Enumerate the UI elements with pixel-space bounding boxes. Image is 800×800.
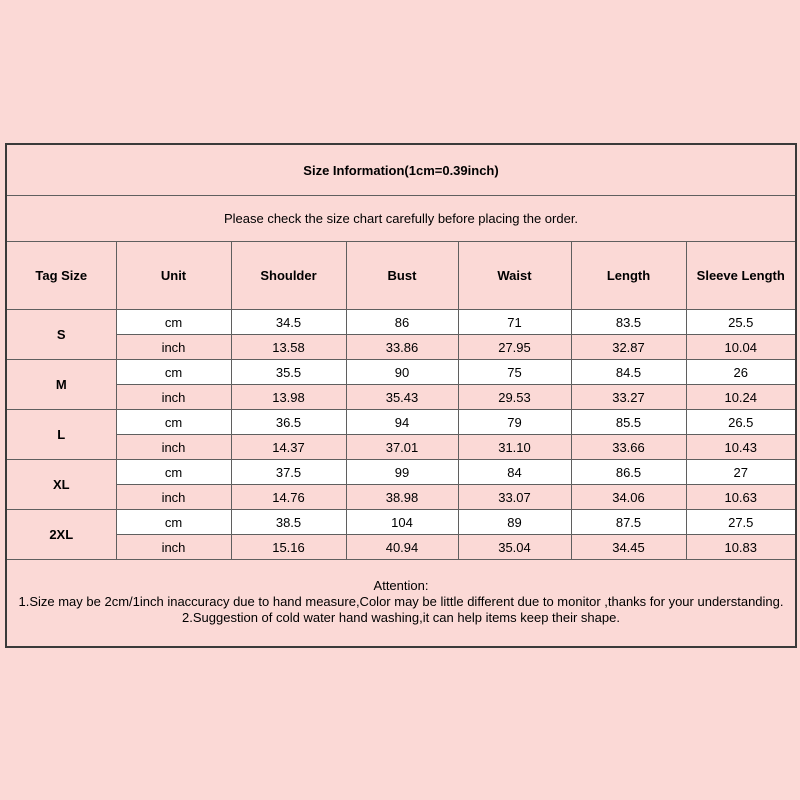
- title-row: [6, 144, 796, 196]
- measurement-cell: 34.06: [571, 485, 686, 510]
- measurement-cell: 90: [346, 360, 458, 385]
- unit-label: cm: [116, 310, 231, 335]
- unit-label: cm: [116, 510, 231, 535]
- measurement-cell: 32.87: [571, 335, 686, 360]
- measurement-cell: 79: [458, 410, 571, 435]
- measurement-cell: 85.5: [571, 410, 686, 435]
- measurement-cell: 36.5: [231, 410, 346, 435]
- measurement-cell: 35.5: [231, 360, 346, 385]
- measurement-cell: 13.98: [231, 385, 346, 410]
- table-row: [6, 385, 796, 410]
- measurement-cell: 33.66: [571, 435, 686, 460]
- measurement-cell: 89: [458, 510, 571, 535]
- header-shoulder: Shoulder: [231, 242, 346, 310]
- measurement-cell: 13.58: [231, 335, 346, 360]
- unit-label: inch: [116, 535, 231, 560]
- measurement-cell: 38.98: [346, 485, 458, 510]
- unit-label: inch: [116, 335, 231, 360]
- measurement-cell: 75: [458, 360, 571, 385]
- size-chart: [5, 143, 795, 648]
- measurement-cell: 10.43: [686, 435, 796, 460]
- measurement-cell: 29.53: [458, 385, 571, 410]
- table-row: [6, 535, 796, 560]
- measurement-cell: 14.76: [231, 485, 346, 510]
- measurement-cell: 27: [686, 460, 796, 485]
- header-unit: Unit: [116, 242, 231, 310]
- chart-title: Size Information(1cm=0.39inch): [6, 144, 796, 196]
- chart-subtitle: Please check the size chart carefully before placing the order.: [6, 196, 796, 242]
- header-tag-size: Tag Size: [6, 242, 116, 310]
- measurement-cell: 71: [458, 310, 571, 335]
- measurement-cell: 33.86: [346, 335, 458, 360]
- measurement-cell: 86: [346, 310, 458, 335]
- measurement-cell: 84.5: [571, 360, 686, 385]
- measurement-cell: 99: [346, 460, 458, 485]
- size-label: M: [6, 360, 116, 410]
- measurement-cell: 27.95: [458, 335, 571, 360]
- attention-line-1: 1.Size may be 2cm/1inch inaccuracy due to hand measure,Color may be little different due to monitor ,thanks for your understanding.: [18, 593, 784, 609]
- measurement-cell: 35.04: [458, 535, 571, 560]
- subtitle-row: [6, 196, 796, 242]
- measurement-cell: 104: [346, 510, 458, 535]
- size-label: XL: [6, 460, 116, 510]
- attention-heading: Attention:: [373, 577, 429, 593]
- measurement-cell: 34.5: [231, 310, 346, 335]
- table-row: [6, 460, 796, 485]
- measurement-cell: 15.16: [231, 535, 346, 560]
- measurement-cell: 37.5: [231, 460, 346, 485]
- measurement-cell: 38.5: [231, 510, 346, 535]
- measurement-cell: 25.5: [686, 310, 796, 335]
- header-bust: Bust: [346, 242, 458, 310]
- measurement-cell: 86.5: [571, 460, 686, 485]
- table-row: [6, 335, 796, 360]
- unit-label: cm: [116, 360, 231, 385]
- measurement-cell: 33.07: [458, 485, 571, 510]
- table-row: [6, 360, 796, 385]
- unit-label: inch: [116, 435, 231, 460]
- unit-label: inch: [116, 385, 231, 410]
- measurement-cell: 26: [686, 360, 796, 385]
- table-row: [6, 435, 796, 460]
- measurement-cell: 94: [346, 410, 458, 435]
- header-waist: Waist: [458, 242, 571, 310]
- measurement-cell: 10.04: [686, 335, 796, 360]
- measurement-cell: 10.24: [686, 385, 796, 410]
- unit-label: inch: [116, 485, 231, 510]
- measurement-cell: 84: [458, 460, 571, 485]
- notes-row: [6, 560, 796, 648]
- measurement-cell: 40.94: [346, 535, 458, 560]
- measurement-cell: 10.63: [686, 485, 796, 510]
- measurement-cell: 14.37: [231, 435, 346, 460]
- header-sleeve-length: Sleeve Length: [686, 242, 796, 310]
- attention-note: [6, 560, 796, 648]
- measurement-cell: 34.45: [571, 535, 686, 560]
- measurement-cell: 26.5: [686, 410, 796, 435]
- table-row: [6, 310, 796, 335]
- size-label: L: [6, 410, 116, 460]
- header-length: Length: [571, 242, 686, 310]
- measurement-cell: 35.43: [346, 385, 458, 410]
- unit-label: cm: [116, 410, 231, 435]
- measurement-cell: 33.27: [571, 385, 686, 410]
- size-label: 2XL: [6, 510, 116, 560]
- measurement-cell: 10.83: [686, 535, 796, 560]
- attention-line-2: 2.Suggestion of cold water hand washing,it can help items keep their shape.: [182, 609, 620, 625]
- unit-label: cm: [116, 460, 231, 485]
- table-row: [6, 410, 796, 435]
- table-row: [6, 485, 796, 510]
- size-label: S: [6, 310, 116, 360]
- table-row: [6, 510, 796, 535]
- size-chart-table: [5, 143, 797, 648]
- measurement-cell: 37.01: [346, 435, 458, 460]
- header-row: [6, 242, 796, 310]
- measurement-cell: 87.5: [571, 510, 686, 535]
- measurement-cell: 27.5: [686, 510, 796, 535]
- attention-note-block: [7, 578, 795, 629]
- measurement-cell: 83.5: [571, 310, 686, 335]
- measurement-cell: 31.10: [458, 435, 571, 460]
